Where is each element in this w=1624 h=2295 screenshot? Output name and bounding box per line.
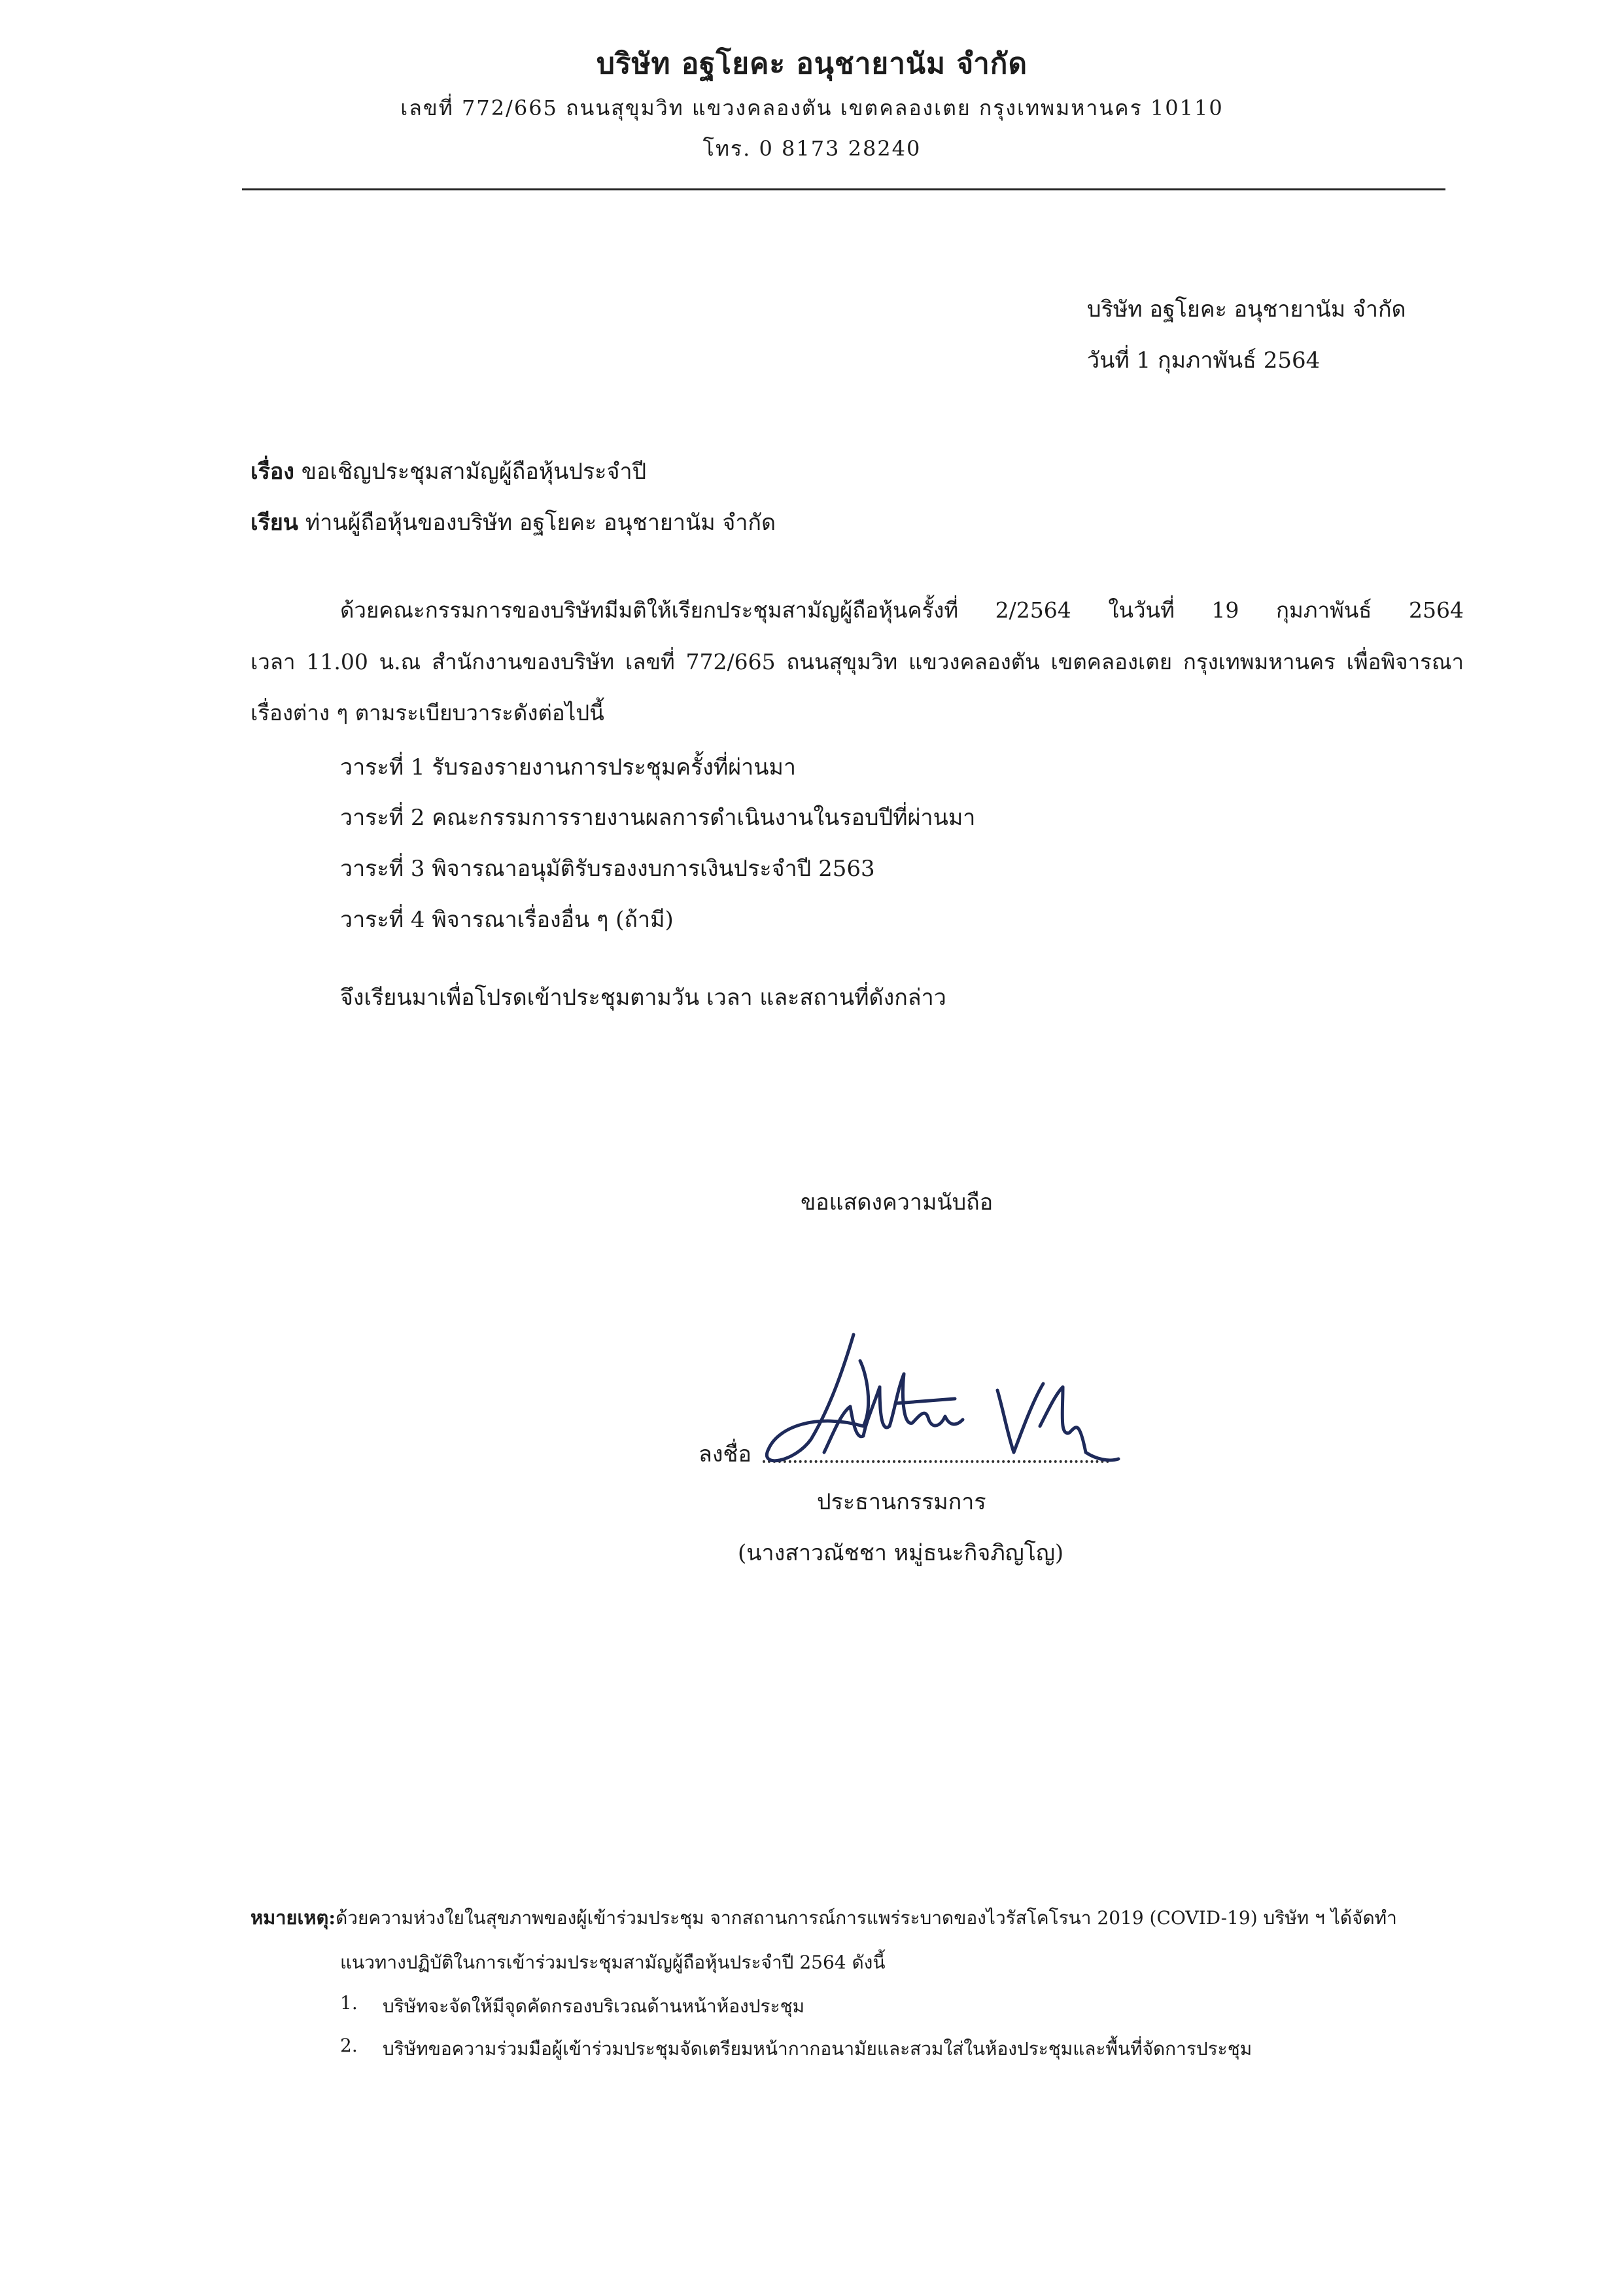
recipient-label: เรียน bbox=[251, 510, 299, 536]
subject-text: ขอเชิญประชุมสามัญผู้ถือหุ้นประจำปี bbox=[301, 459, 647, 485]
note-text-1: ด้วยความห่วงใยในสุขภาพของผู้เข้าร่วมประชุม จากสถานการณ์การแพร่ระบาดของไวรัสโคโรนา 2019 (COVID-19) บริษัท ฯ ได้จัดทำ bbox=[336, 1907, 1397, 1929]
recipient-line bbox=[251, 504, 776, 540]
recipient-text: ท่านผู้ถือหุ้นของบริษัท อฐโยคะ อนุชายานัม จำกัด bbox=[305, 510, 776, 536]
regards: ขอแสดงความนับถือ bbox=[801, 1189, 993, 1216]
company-phone: โทร. 0 8173 28240 bbox=[702, 136, 922, 161]
body-line-3: เรื่องต่าง ๆ ตามระเบียบวาระดังต่อไปนี้ bbox=[251, 700, 604, 726]
note-item-2-text: บริษัทขอความร่วมมือผู้เข้าร่วมประชุมจัดเตรียมหน้ากากอนามัยและสวมใส่ในห้องประชุมและพื้นที่จัดการประชุม bbox=[383, 2038, 1253, 2059]
note-line-1 bbox=[251, 1902, 1397, 1933]
signer-position: ประธานกรรมการ bbox=[817, 1489, 986, 1515]
letter-date: วันที่ 1 กุมภาพันธ์ 2564 bbox=[1087, 347, 1321, 374]
body-line-1: ด้วยคณะกรรมการของบริษัทมีมติให้เรียกประชุมสามัญผู้ถือหุ้นครั้งที่ 2/2564 ในวันที่ 19 กุมภาพันธ์ 2564 bbox=[340, 597, 1464, 623]
header-divider bbox=[242, 188, 1445, 190]
company-name: บริษัท อฐโยคะ อนุชายานัม จำกัด bbox=[596, 47, 1028, 80]
agenda-item-2: วาระที่ 2 คณะกรรมการรายงานผลการดำเนินงานในรอบปีที่ผ่านมา bbox=[340, 805, 976, 831]
handwritten-signature bbox=[733, 1328, 1125, 1479]
sign-label: ลงชื่อ bbox=[699, 1441, 752, 1467]
note-item-1-text: บริษัทจะจัดให้มีจุดคัดกรองบริเวณด้านหน้าห้องประชุม bbox=[383, 1995, 805, 2017]
signer-name: (นางสาวณัชชา หมู่ธนะกิจภิญโญ) bbox=[738, 1540, 1064, 1566]
subject-line bbox=[251, 453, 646, 489]
note-item-1-number: 1. bbox=[340, 1992, 358, 2014]
agenda-item-3: วาระที่ 3 พิจารณาอนุมัติรับรองงบการเงินประจำปี 2563 bbox=[340, 856, 875, 882]
closing-sentence: จึงเรียนมาเพื่อโปรดเข้าประชุมตามวัน เวลา และสถานที่ดังกล่าว bbox=[340, 985, 946, 1011]
sender-company: บริษัท อฐโยคะ อนุชายานัม จำกัด bbox=[1087, 296, 1406, 323]
subject-label: เรื่อง bbox=[251, 459, 294, 485]
note-item-2-number: 2. bbox=[340, 2035, 358, 2056]
note-label: หมายเหตุ: bbox=[251, 1906, 336, 1929]
company-address: เลขที่ 772/665 ถนนสุขุมวิท แขวงคลองตัน เขตคลองเตย กรุงเทพมหานคร 10110 bbox=[400, 96, 1224, 120]
note-line-2: แนวทางปฏิบัติในการเข้าร่วมประชุมสามัญผู้ถือหุ้นประจำปี 2564 ดังนี้ bbox=[340, 1952, 886, 1973]
body-line-2: เวลา 11.00 น.ณ สำนักงานของบริษัท เลขที่ 772/665 ถนนสุขุมวิท แขวงคลองตัน เขตคลองเตย กรุงเทพมหานคร เพื่อพิจารณา bbox=[251, 649, 1464, 674]
agenda-item-1: วาระที่ 1 รับรองรายงานการประชุมครั้งที่ผ่านมา bbox=[340, 754, 797, 780]
agenda-item-4: วาระที่ 4 พิจารณาเรื่องอื่น ๆ (ถ้ามี) bbox=[340, 907, 674, 933]
